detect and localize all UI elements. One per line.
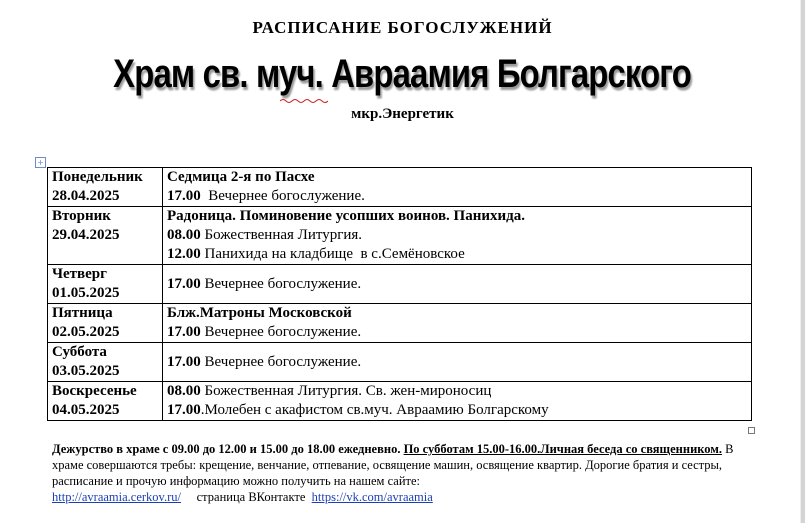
day-name: Воскресенье xyxy=(52,383,137,399)
service-text: Вечернее богослужение. xyxy=(200,275,362,292)
day-date: 29.04.2025 xyxy=(52,227,120,243)
site-link[interactable]: http://avraamia.cerkov.ru/ xyxy=(52,490,181,504)
day-date: 04.05.2025 xyxy=(52,402,120,418)
services-cell xyxy=(163,207,752,265)
schedule-table xyxy=(47,167,752,421)
service-time: 17.00 xyxy=(167,275,201,292)
service-time: Радоница. Поминовение усопших воинов. Панихида. xyxy=(167,208,525,224)
day-name: Суббота xyxy=(52,344,107,360)
day-name: Пятница xyxy=(52,305,113,321)
services-cell xyxy=(163,382,752,421)
vk-link[interactable]: https://vk.com/avraamia xyxy=(311,490,433,504)
day-cell xyxy=(48,343,163,382)
service-time: 08.00 xyxy=(167,227,201,243)
footer-notes xyxy=(52,441,752,505)
service-line xyxy=(167,382,747,401)
day-cell xyxy=(48,207,163,265)
vk-label: страница ВКонтакте xyxy=(181,490,312,504)
service-text: Вечернее богослужение. xyxy=(200,188,365,204)
table-row xyxy=(48,207,752,265)
table-move-handle-icon[interactable]: + xyxy=(35,157,46,168)
service-line xyxy=(167,168,747,187)
day-cell xyxy=(48,382,163,421)
day-cell xyxy=(48,304,163,343)
service-time: 08.00 xyxy=(167,383,201,399)
service-time: Блж.Матроны Московской xyxy=(167,305,352,321)
day-date: 02.05.2025 xyxy=(52,324,120,340)
service-line xyxy=(167,245,747,264)
spellcheck-underline xyxy=(280,98,328,104)
services-cell xyxy=(163,304,752,343)
service-line xyxy=(167,207,747,226)
table-row xyxy=(48,265,752,304)
table-row xyxy=(48,343,752,382)
service-time: 17.00 xyxy=(167,353,201,370)
window-edge xyxy=(801,0,805,523)
services-cell xyxy=(163,343,752,382)
services-text: В храме совершаются требы: крещение, венчание, отпевание, освящение машин, освящение квартир. Дорогие братия и сестры, расписание и прочую информацию можно получить на нашем сайте: xyxy=(52,442,734,488)
service-line xyxy=(167,323,747,342)
duty-hours-text: Дежурство в храме с 09.00 до 12.00 и 15.00 до 18.00 ежедневно. xyxy=(52,442,404,456)
day-name: Понедельник xyxy=(52,169,143,185)
saturday-talk-text: По субботам 15.00-16.00.Личная беседа со священником. xyxy=(403,442,722,456)
service-text: Божественная Литургия. xyxy=(200,227,363,243)
day-date: 03.05.2025 xyxy=(52,363,120,379)
service-text: Вечернее богослужение. xyxy=(200,324,362,340)
table-row xyxy=(48,382,752,421)
page-heading: РАСПИСАНИЕ БОГОСЛУЖЕНИЙ xyxy=(252,18,553,37)
services-cell xyxy=(163,168,752,207)
district-subtitle: мкр.Энергетик xyxy=(351,106,454,122)
day-cell xyxy=(48,168,163,207)
service-line xyxy=(167,304,747,323)
table-row xyxy=(48,168,752,207)
service-time: 17.00 xyxy=(167,324,201,340)
day-name: Вторник xyxy=(52,208,111,224)
service-line xyxy=(167,226,747,245)
service-line xyxy=(167,401,747,420)
day-date: 01.05.2025 xyxy=(52,285,120,301)
service-time: 17.00 xyxy=(167,402,201,418)
service-text: Божественная Литургия. Св. жен-мироносиц xyxy=(200,383,492,399)
services-cell xyxy=(163,265,752,304)
table-resize-handle[interactable] xyxy=(748,427,755,434)
service-time: 17.00 xyxy=(167,188,201,204)
service-time: Седмица 2-я по Пасхе xyxy=(167,169,315,185)
day-name: Четверг xyxy=(52,266,107,282)
service-line xyxy=(167,275,747,294)
day-cell xyxy=(48,265,163,304)
service-line xyxy=(167,353,747,372)
table-row xyxy=(48,304,752,343)
service-text: Вечернее богослужение. xyxy=(200,353,362,370)
service-text: .Молебен с акафистом св.муч. Авраамию Болгарскому xyxy=(200,402,549,418)
service-text: Панихида на кладбище в с.Семёновское xyxy=(200,246,465,262)
church-name-wordart: Храм св. муч. Авраамия Болгарского xyxy=(113,52,691,96)
service-line xyxy=(167,187,747,206)
day-date: 28.04.2025 xyxy=(52,188,120,204)
service-time: 12.00 xyxy=(167,246,201,262)
